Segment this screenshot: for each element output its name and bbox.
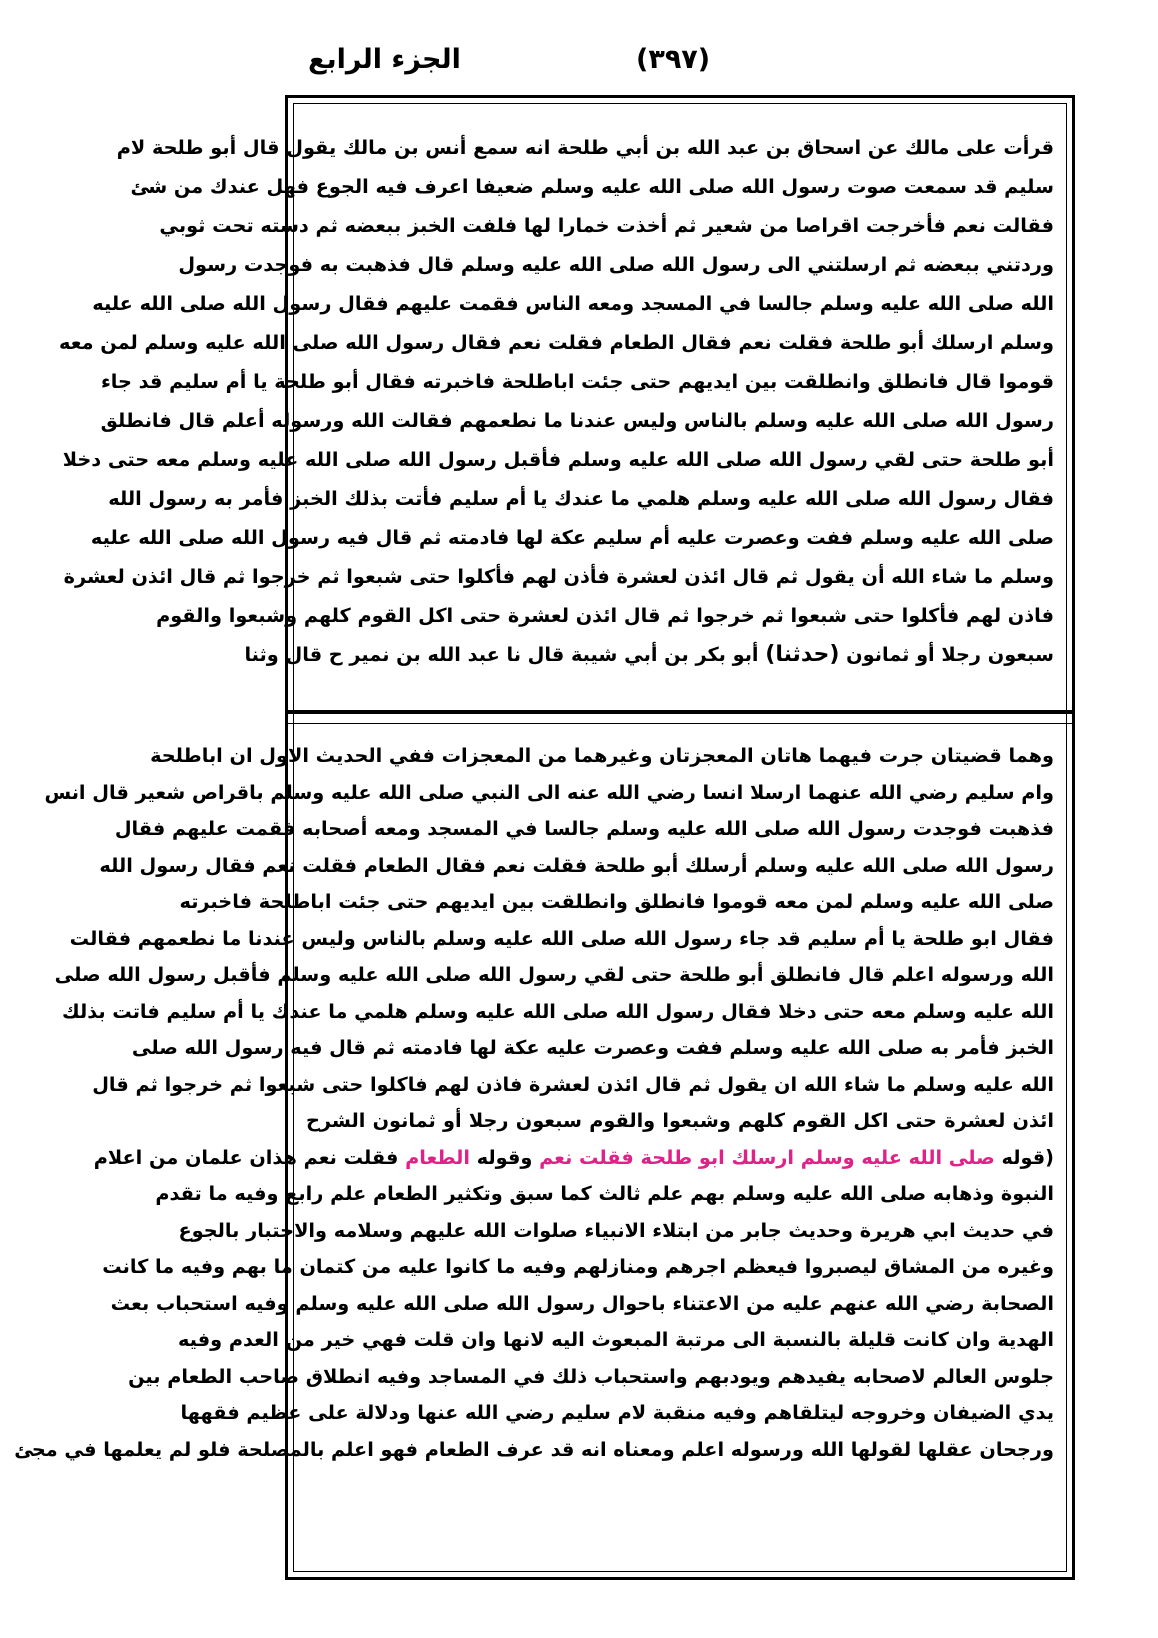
sharh-line: فقال ابو طلحة يا أم سليم قد جاء رسول الله صلى الله عليه وسلم بالناس وليس عندنا ما نطعمهم فقالت [69,926,1054,950]
sharh-line: الله ورسوله اعلم قال فانطلق أبو طلحة حتى لقي رسول الله صلى الله عليه وسلم فأقبل رسول الله صلى [54,963,1054,986]
sharh-section [14,738,1054,1568]
matn-last-line [244,635,1054,674]
haddathana-marker: (حدثنا) [765,642,840,667]
matn-line-part: سبعون رجلا أو ثمانون [846,643,1054,666]
matn-line: أبو طلحة حتى لقي رسول الله صلى الله عليه وسلم فأقبل رسول الله صلى الله عليه وسلم معه حتى دخلا [62,448,1054,471]
matn-line: الله صلى الله عليه وسلم جالسا في المسجد ومعه الناس فقمت عليهم فقال رسول الله صلى الله عليه [92,292,1054,315]
sharh-line: وهما قضيتان جرت فيهما هاتان المعجزتان وغيرهما من المعجزات ففي الحديث الاول ان اباطلحة [150,744,1054,767]
sharh-line: وام سليم رضي الله عنهما ارسلا انسا رضي الله عنه الى النبي صلى الله عليه وسلم باقراص شعير قال انس [44,780,1054,804]
matn-line: وسلم ارسلك أبو طلحة فقلت نعم فقال الطعام فقلت نعم فقال رسول الله صلى الله عليه وسلم لمن معه [59,331,1054,354]
matn-line: قوموا قال فانطلق وانطلقت بين ايديهم حتى جئت اباطلحة فاخبرته فقال أبو طلحة يا أم سليم قد جاء [100,370,1054,393]
sharh-line: الخبز فأمر به صلى الله عليه وسلم ففت وعصرت عليه عكة لها فادمته ثم قال فيه رسول الله صلى [131,1036,1054,1059]
sharh-line: النبوة وذهابه صلى الله عليه وسلم بهم علم ثالث كما سبق وتكثير الطعام علم رابع وفيه ما تقدم [155,1182,1054,1205]
matn-line: فقالت نعم فأخرجت اقراصا من شعير ثم أخذت خمارا لها فلفت الخبز ببعضه ثم دسته تحت ثوبي [159,214,1054,237]
highlighted-quote: صلى الله عليه وسلم ارسلك ابو طلحة فقلت نعم [539,1145,995,1169]
sharh-line: الهدية وان كانت قليلة بالنسبة الى مرتبة المبعوث اليه لانها وان قلت فهي خير من العدم وفيه [177,1328,1054,1351]
sharh-line-part: فقلت نعم هذان علمان من اعلام [93,1145,399,1169]
sharh-line: جلوس العالم لاصحابه يفيدهم ويودبهم واستحباب ذلك في المساجد وفيه انطلاق صاحب الطعام بين [128,1364,1054,1388]
sharh-line: الله عليه وسلم ما شاء الله ان يقول ثم قال ائذن لعشرة فاذن لهم فاكلوا حتى شبعوا ثم خرجوا ثم قال [92,1072,1054,1096]
matn-line: رسول الله صلى الله عليه وسلم بالناس وليس عندنا ما نطعمهم فقالت الله ورسوله أعلم قال فانطلق [100,409,1054,432]
matn-line: وسلم ما شاء الله أن يقول ثم قال ائذن لعشرة فأذن لهم فأكلوا حتى شبعوا ثم خرجوا ثم قال ائذن لعشرة [63,565,1054,588]
matn-line: سليم قد سمعت صوت رسول الله صلى الله عليه وسلم ضعيفا اعرف فيه الجوع فهل عندك من شئ [130,175,1054,198]
sharh-line: ورجحان عقلها لقولها الله ورسوله اعلم ومعناه انه قد عرف الطعام فهو اعلم بالمصلحة فلو لم يعلمها في مجئ [14,1437,1054,1461]
matn-line: صلى الله عليه وسلم ففت وعصرت عليه أم سليم عكة لها فادمته ثم قال فيه رسول الله صلى الله عليه [90,526,1054,549]
sharh-line: صلى الله عليه وسلم لمن معه قوموا فانطلق وانطلقت بين ايديهم حتى جئت اباطلحة فاخبرته [179,890,1054,913]
sharh-line: ائذن لعشرة حتى اكل القوم كلهم وشبعوا والقوم سبعون رجلا أو ثمانون الشرح [306,1109,1054,1132]
section-divider [288,710,1072,724]
highlighted-quote: الطعام [405,1145,470,1169]
matn-line: فاذن لهم فأكلوا حتى شبعوا ثم خرجوا ثم قال ائذن لعشرة حتى اكل القوم كلهم وشبعوا والقوم [156,604,1054,627]
page-header [0,44,1158,88]
sharh-line-part: وقوله [476,1145,533,1169]
page-frame [14,95,1075,1580]
sharh-line: رسول الله صلى الله عليه وسلم أرسلك أبو طلحة فقلت نعم فقال الطعام فقلت نعم فقال رسول الله [99,853,1054,877]
sharh-line: يدي الضيفان وخروجه ليتلقاهم وفيه منقبة لام سليم رضي الله عنها ودلالة على عظيم فقهها [180,1401,1054,1424]
matn-line: فقال رسول الله صلى الله عليه وسلم هلمي ما عندك يا أم سليم فأتت بذلك الخبز فأمر به رسول الله [108,487,1054,510]
sharh-highlight-line [93,1140,1054,1177]
matn-line: وردتني ببعضه ثم ارسلتني الى رسول الله صلى الله عليه وسلم قال فذهبت به فوجدت رسول [178,253,1054,276]
sharh-line: الله عليه وسلم معه حتى دخلا فقال رسول الله صلى الله عليه وسلم هلمي ما عندك يا أم سليم فاتت بذلك [62,999,1054,1023]
sharh-line: الصحابة رضي الله عنهم عليه من الاعتناء باحوال رسول الله صلى الله عليه وسلم وفيه استحباب بعث [110,1291,1054,1315]
page-number: (٣٩٧) [636,44,711,75]
matn-section [59,128,1054,708]
matn-line: قرأت على مالك عن اسحاق بن عبد الله بن أبي طلحة انه سمع أنس بن مالك يقول قال أبو طلحة لام [116,136,1054,159]
sharh-line: في حديث ابي هريرة وحديث جابر من ابتلاء الانبياء صلوات الله عليهم وسلامه والاختبار بالجوع [178,1218,1054,1242]
matn-line-part: أبو بكر بن أبي شيبة قال نا عبد الله بن نمير ح قال وثنا [244,643,759,666]
sharh-line-part: (قوله [1001,1145,1054,1169]
sharh-line: وغيره من المشاق ليصبروا فيعظم اجرهم ومنازلهم وفيه ما كانوا عليه من كتمان ما بهم وفيه ما كانت [102,1255,1054,1278]
sharh-line: فذهبت فوجدت رسول الله صلى الله عليه وسلم جالسا في المسجد ومعه أصحابه فقمت عليهم فقال [114,817,1054,840]
volume-title: الجزء الرابع [308,44,461,75]
